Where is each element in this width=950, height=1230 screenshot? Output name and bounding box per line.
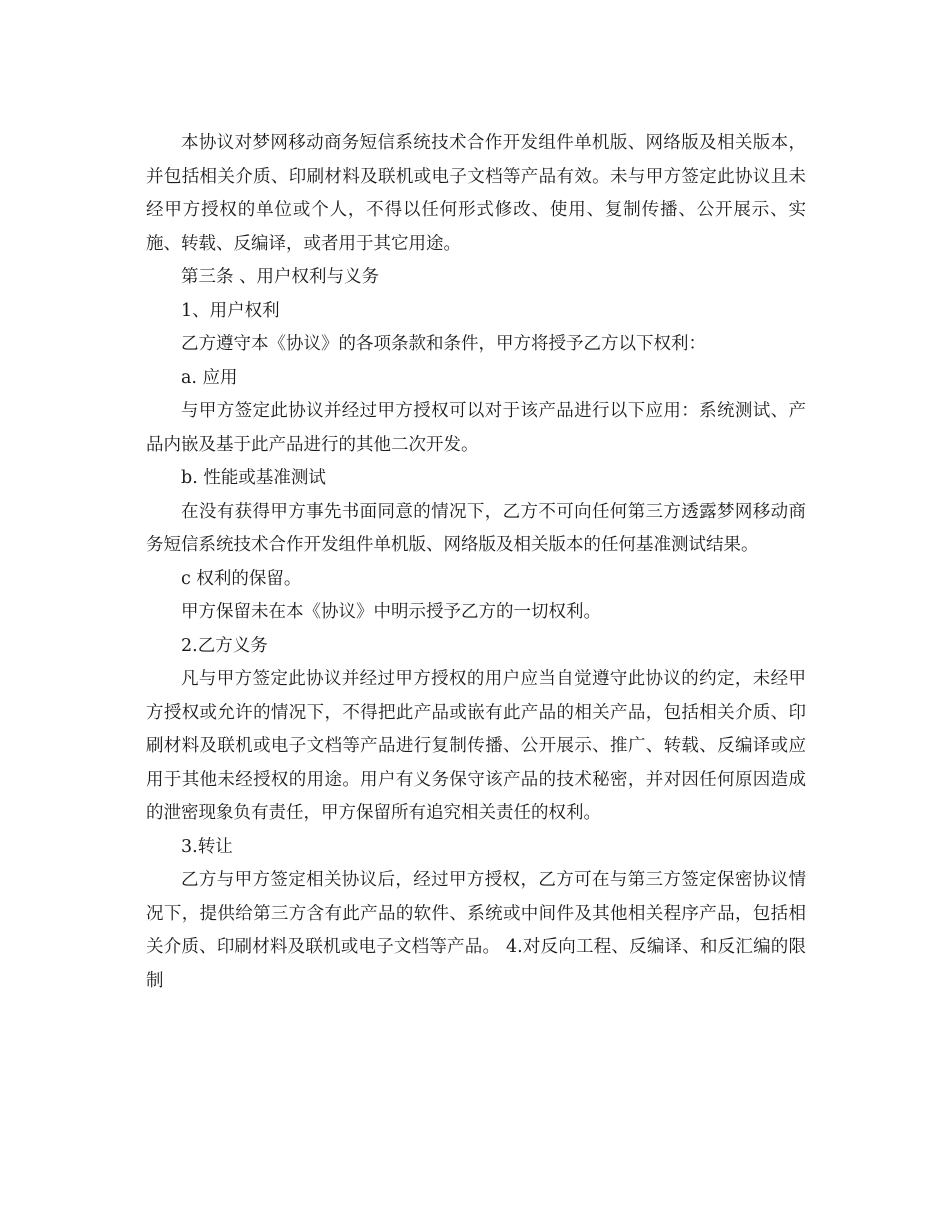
heading-benchmark: b. 性能或基准测试	[181, 468, 326, 488]
paragraph-transfer: 乙方与甲方签定相关协议后，经过甲方授权，乙方可在与第三方签定保密协议情况下，提供给第三方含有此产品的软件、系统或中间件及其他相关程序产品，包括相关介质、印刷材料及联机或电子文档等产品。 4.对反向工程、反编译、和反汇编的限制	[146, 870, 806, 991]
paragraph-reservation: 甲方保留未在本《协议》中明示授予乙方的一切权利。	[181, 602, 601, 622]
paragraph-scope: 本协议对梦网移动商务短信系统技术合作开发组件单机版、网络版及相关版本，并包括相关介质、印刷材料及联机或电子文档等产品有效。未与甲方签定此协议且未经甲方授权的单位或个人，不得以任何形式修改、使用、复制传播、公开展示、实施、转载、反编译，或者用于其它用途。	[146, 133, 806, 254]
heading-application: a. 应用	[181, 367, 238, 388]
paragraph-rights-intro: 乙方遵守本《协议》的各项条款和条件，甲方将授予乙方以下权利：	[181, 334, 706, 354]
heading-obligations: 2.乙方义务	[181, 635, 268, 656]
heading-user-rights: 1、用户权利	[181, 300, 280, 321]
paragraph-benchmark: 在没有获得甲方事先书面同意的情况下，乙方不可向任何第三方透露梦网移动商务短信系统技术合作开发组件单机版、网络版及相关版本的任何基准测试结果。	[146, 501, 806, 555]
paragraph-obligations: 凡与甲方签定此协议并经过甲方授权的用户应当自觉遵守此协议的约定，未经甲方授权或允许的情况下，不得把此产品或嵌有此产品的相关产品，包括相关介质、印刷材料及联机或电子文档等产品进行复制传播、公开展示、推广、转载、反编译或应用于其他未经授权的用途。用户有义务保守该产品的技术秘密，并对因任何原因造成的泄密现象负有责任，甲方保留所有追究相关责任的权利。	[146, 669, 806, 823]
heading-article-3: 第三条 、用户权利与义务	[181, 267, 380, 287]
heading-reservation: c 权利的保留。	[181, 568, 302, 589]
paragraph-application: 与甲方签定此协议并经过甲方授权可以对于该产品进行以下应用：系统测试、产品内嵌及基于此产品进行的其他二次开发。	[146, 401, 806, 455]
heading-transfer: 3.转让	[181, 836, 233, 857]
document-page	[146, 127, 806, 998]
